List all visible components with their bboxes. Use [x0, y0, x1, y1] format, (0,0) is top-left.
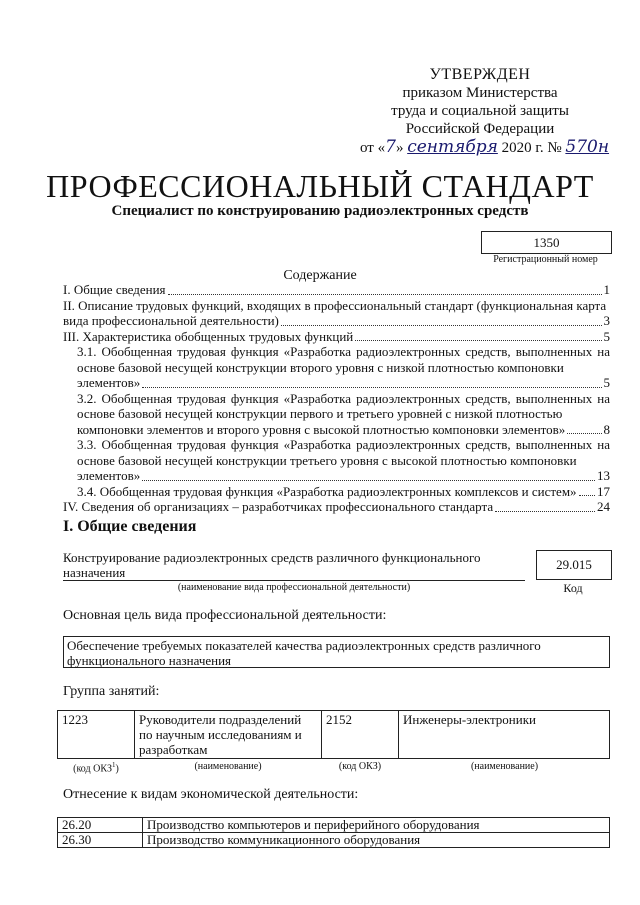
contents-heading: Содержание: [283, 268, 357, 283]
table-row: [58, 833, 610, 848]
table-row: [58, 818, 610, 833]
toc-item[interactable]: IV. Сведения об организациях – разработчиках профессионального стандарта 24: [63, 499, 610, 514]
registration-number-box: 1350: [481, 231, 612, 254]
economic-activity-table: [57, 817, 610, 848]
okz-name-2: Инженеры-электроники: [399, 711, 610, 759]
date-month: сентября: [407, 137, 498, 157]
toc-item[interactable]: 3.4. Обобщенная трудовая функция «Разработка радиоэлектронных комплексов и систем» 17: [77, 483, 610, 499]
goal-label: Основная цель вида профессиональной деятельности:: [63, 608, 387, 623]
table-of-contents: [63, 282, 610, 515]
date-sep: »: [395, 140, 404, 156]
toc-item[interactable]: 3.1. Обобщенная трудовая функция «Разработка радиоэлектронных средств, выполненных на основе базовой несущей конструкции второго уровня с низкой плотностью компоновки элементов» 5: [77, 344, 610, 390]
approval-line-1: приказом Министерства: [402, 85, 558, 101]
document-title: ПРОФЕССИОНАЛЬНЫЙ СТАНДАРТ: [46, 168, 594, 204]
okz-code-caption-2: (код ОКЗ): [338, 761, 382, 772]
okz-name-caption-2: (наименование): [470, 761, 539, 772]
activity-caption: (наименование вида профессиональной деятельности): [177, 582, 411, 593]
okz-code-1: 1223: [58, 711, 135, 759]
toc-item[interactable]: III. Характеристика обобщенных трудовых функций 5: [63, 328, 610, 344]
toc-item[interactable]: I. Общие сведения 1: [63, 282, 610, 297]
section-heading: I. Общие сведения: [63, 518, 197, 535]
order-number: 570н: [565, 137, 610, 157]
code-caption: Код: [563, 581, 583, 595]
okz-name-caption-1: (наименование): [194, 761, 262, 772]
approval-line-3: Российской Федерации: [405, 121, 555, 137]
date-year: 2020 г. №: [501, 140, 562, 156]
toc-item[interactable]: 3.3. Обобщенная трудовая функция «Разработка радиоэлектронных средств, выполненных на основе базовой несущей конструкции третьего уровня с высокой плотностью компоновки элементов» 13: [77, 437, 610, 483]
approval-line-2: труда и социальной защиты: [391, 103, 569, 119]
activity-code-box: 29.015: [536, 550, 612, 580]
okved-name: Производство коммуникационного оборудования: [143, 833, 610, 848]
okved-code: 26.30: [58, 833, 143, 848]
econ-label: Отнесение к видам экономической деятельности:: [63, 787, 359, 802]
approval-block: [360, 66, 610, 157]
toc-item[interactable]: 3.2. Обобщенная трудовая функция «Разработка радиоэлектронных средств, выполненных на основе базовой несущей конструкции первого и третьего уровней с низкой плотностью компоновки элементов и второго уровня с высокой плотностью компоновки элементов» 8: [77, 390, 610, 437]
okved-code: 26.20: [58, 818, 143, 833]
group-label: Группа занятий:: [63, 684, 160, 699]
activity-name: Конструирование радиоэлектронных средств различного функционального назначения: [63, 550, 481, 580]
okved-name: Производство компьютеров и периферийного оборудования: [143, 818, 610, 833]
activity-underline: [63, 580, 525, 581]
document-subtitle: Специалист по конструированию радиоэлектронных средств: [111, 203, 529, 219]
toc-item[interactable]: II. Описание трудовых функций, входящих в профессиональный стандарт (функциональная карта вида профессиональной деятельности) 3: [63, 297, 610, 328]
okz-name-1: Руководители подразделений по научным исследованиям и разработкам: [135, 711, 322, 759]
goal-box: Обеспечение требуемых показателей качества радиоэлектронных средств различного функционального назначения: [63, 636, 610, 668]
occupation-group-table: [57, 710, 610, 759]
table-row: [58, 711, 610, 759]
okz-code-caption-1: (код ОКЗ$^1$): [73, 761, 119, 775]
okz-code-2: 2152: [322, 711, 399, 759]
registration-number-label: Регистрационный номер: [493, 254, 598, 265]
approval-date-line: [360, 137, 610, 157]
approval-title: УТВЕРЖДЕН: [429, 66, 531, 83]
date-day: 7: [385, 137, 396, 157]
date-prefix: от «: [360, 140, 386, 156]
